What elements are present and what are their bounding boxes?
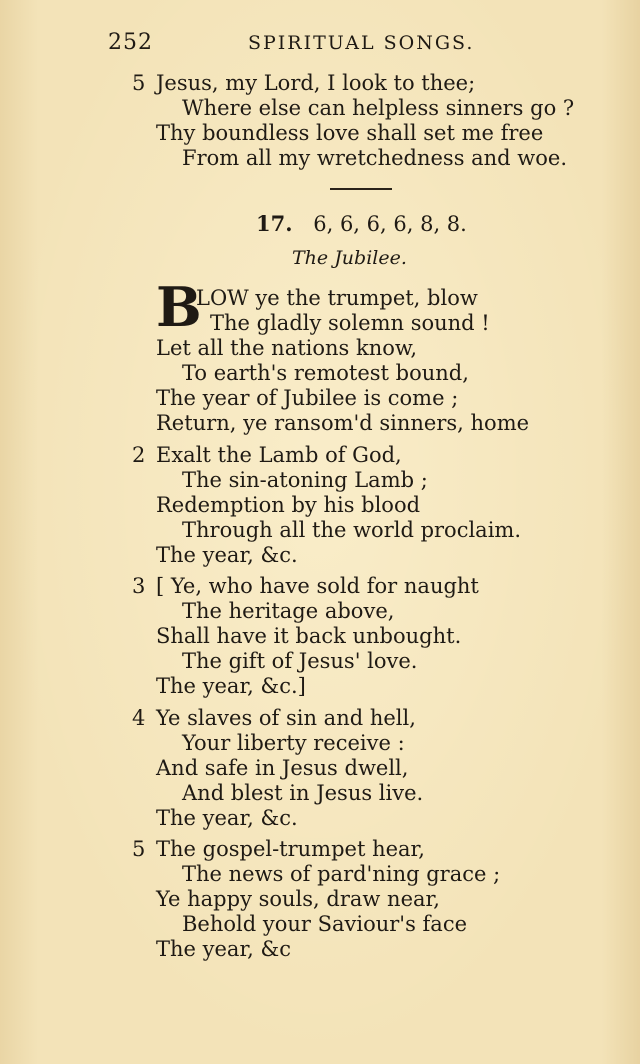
stanza-number: 4 [132,706,146,730]
verse-line: The year, &c. [156,806,298,830]
verse-line: The gladly solemn sound ! [210,311,490,335]
verse-line: The year, &c.] [156,674,306,698]
stanza-number: 2 [132,443,146,467]
page-header [108,30,580,60]
drop-cap: B [156,275,202,339]
running-title: SPIRITUAL SONGS. [248,32,475,54]
hymn-meter: 6, 6, 6, 6, 8, 8. [313,212,467,236]
verse-line: Thy boundless love shall set me free [156,121,544,145]
verse-line: LOW ye the trumpet, blow [196,286,478,310]
stanza-number: 5 [132,71,146,95]
verse-line: The gift of Jesus' love. [182,649,418,673]
verse-line: Ye happy souls, draw near, [156,887,440,911]
verse-line: The sin-atoning Lamb ; [182,468,428,492]
verse-line: Let all the nations know, [156,336,418,360]
hymn-title: The Jubilee. [292,247,407,269]
stanza-number: 3 [132,574,146,598]
page-number: 252 [108,30,153,55]
verse-line: To earth's remotest bound, [182,361,469,385]
verse-line: The gospel-trumpet hear, [156,837,425,861]
verse-line: Through all the world proclaim. [182,518,521,542]
verse-line: Exalt the Lamb of God, [156,443,402,467]
stanza-number: 5 [132,837,146,861]
verse-line: Jesus, my Lord, I look to thee; [156,71,476,95]
verse-line: [ Ye, who have sold for naught [156,574,479,598]
verse-line: And blest in Jesus live. [182,781,424,805]
verse-line: The year, &c [156,937,291,961]
verse-line: Redemption by his blood [156,493,421,517]
verse-line: Where else can helpless sinners go ? [182,96,575,120]
section-divider [330,188,392,190]
hymn-heading [256,211,467,236]
verse-line: Shall have it back unbought. [156,624,462,648]
verse-line: Behold your Saviour's face [182,912,468,936]
verse-line: From all my wretchedness and woe. [182,146,568,170]
verse-line: The heritage above, [182,599,395,623]
verse-line: The year of Jubilee is come ; [156,386,459,410]
verse-line: The news of pard'ning grace ; [182,862,501,886]
verse-line: Ye slaves of sin and hell, [156,706,416,730]
verse-line: The year, &c. [156,543,298,567]
verse-line: And safe in Jesus dwell, [156,756,409,780]
verse-line: Your liberty receive : [182,731,405,755]
verse-line: Return, ye ransom'd sinners, home [156,411,530,435]
hymn-number: 17. [256,211,293,236]
